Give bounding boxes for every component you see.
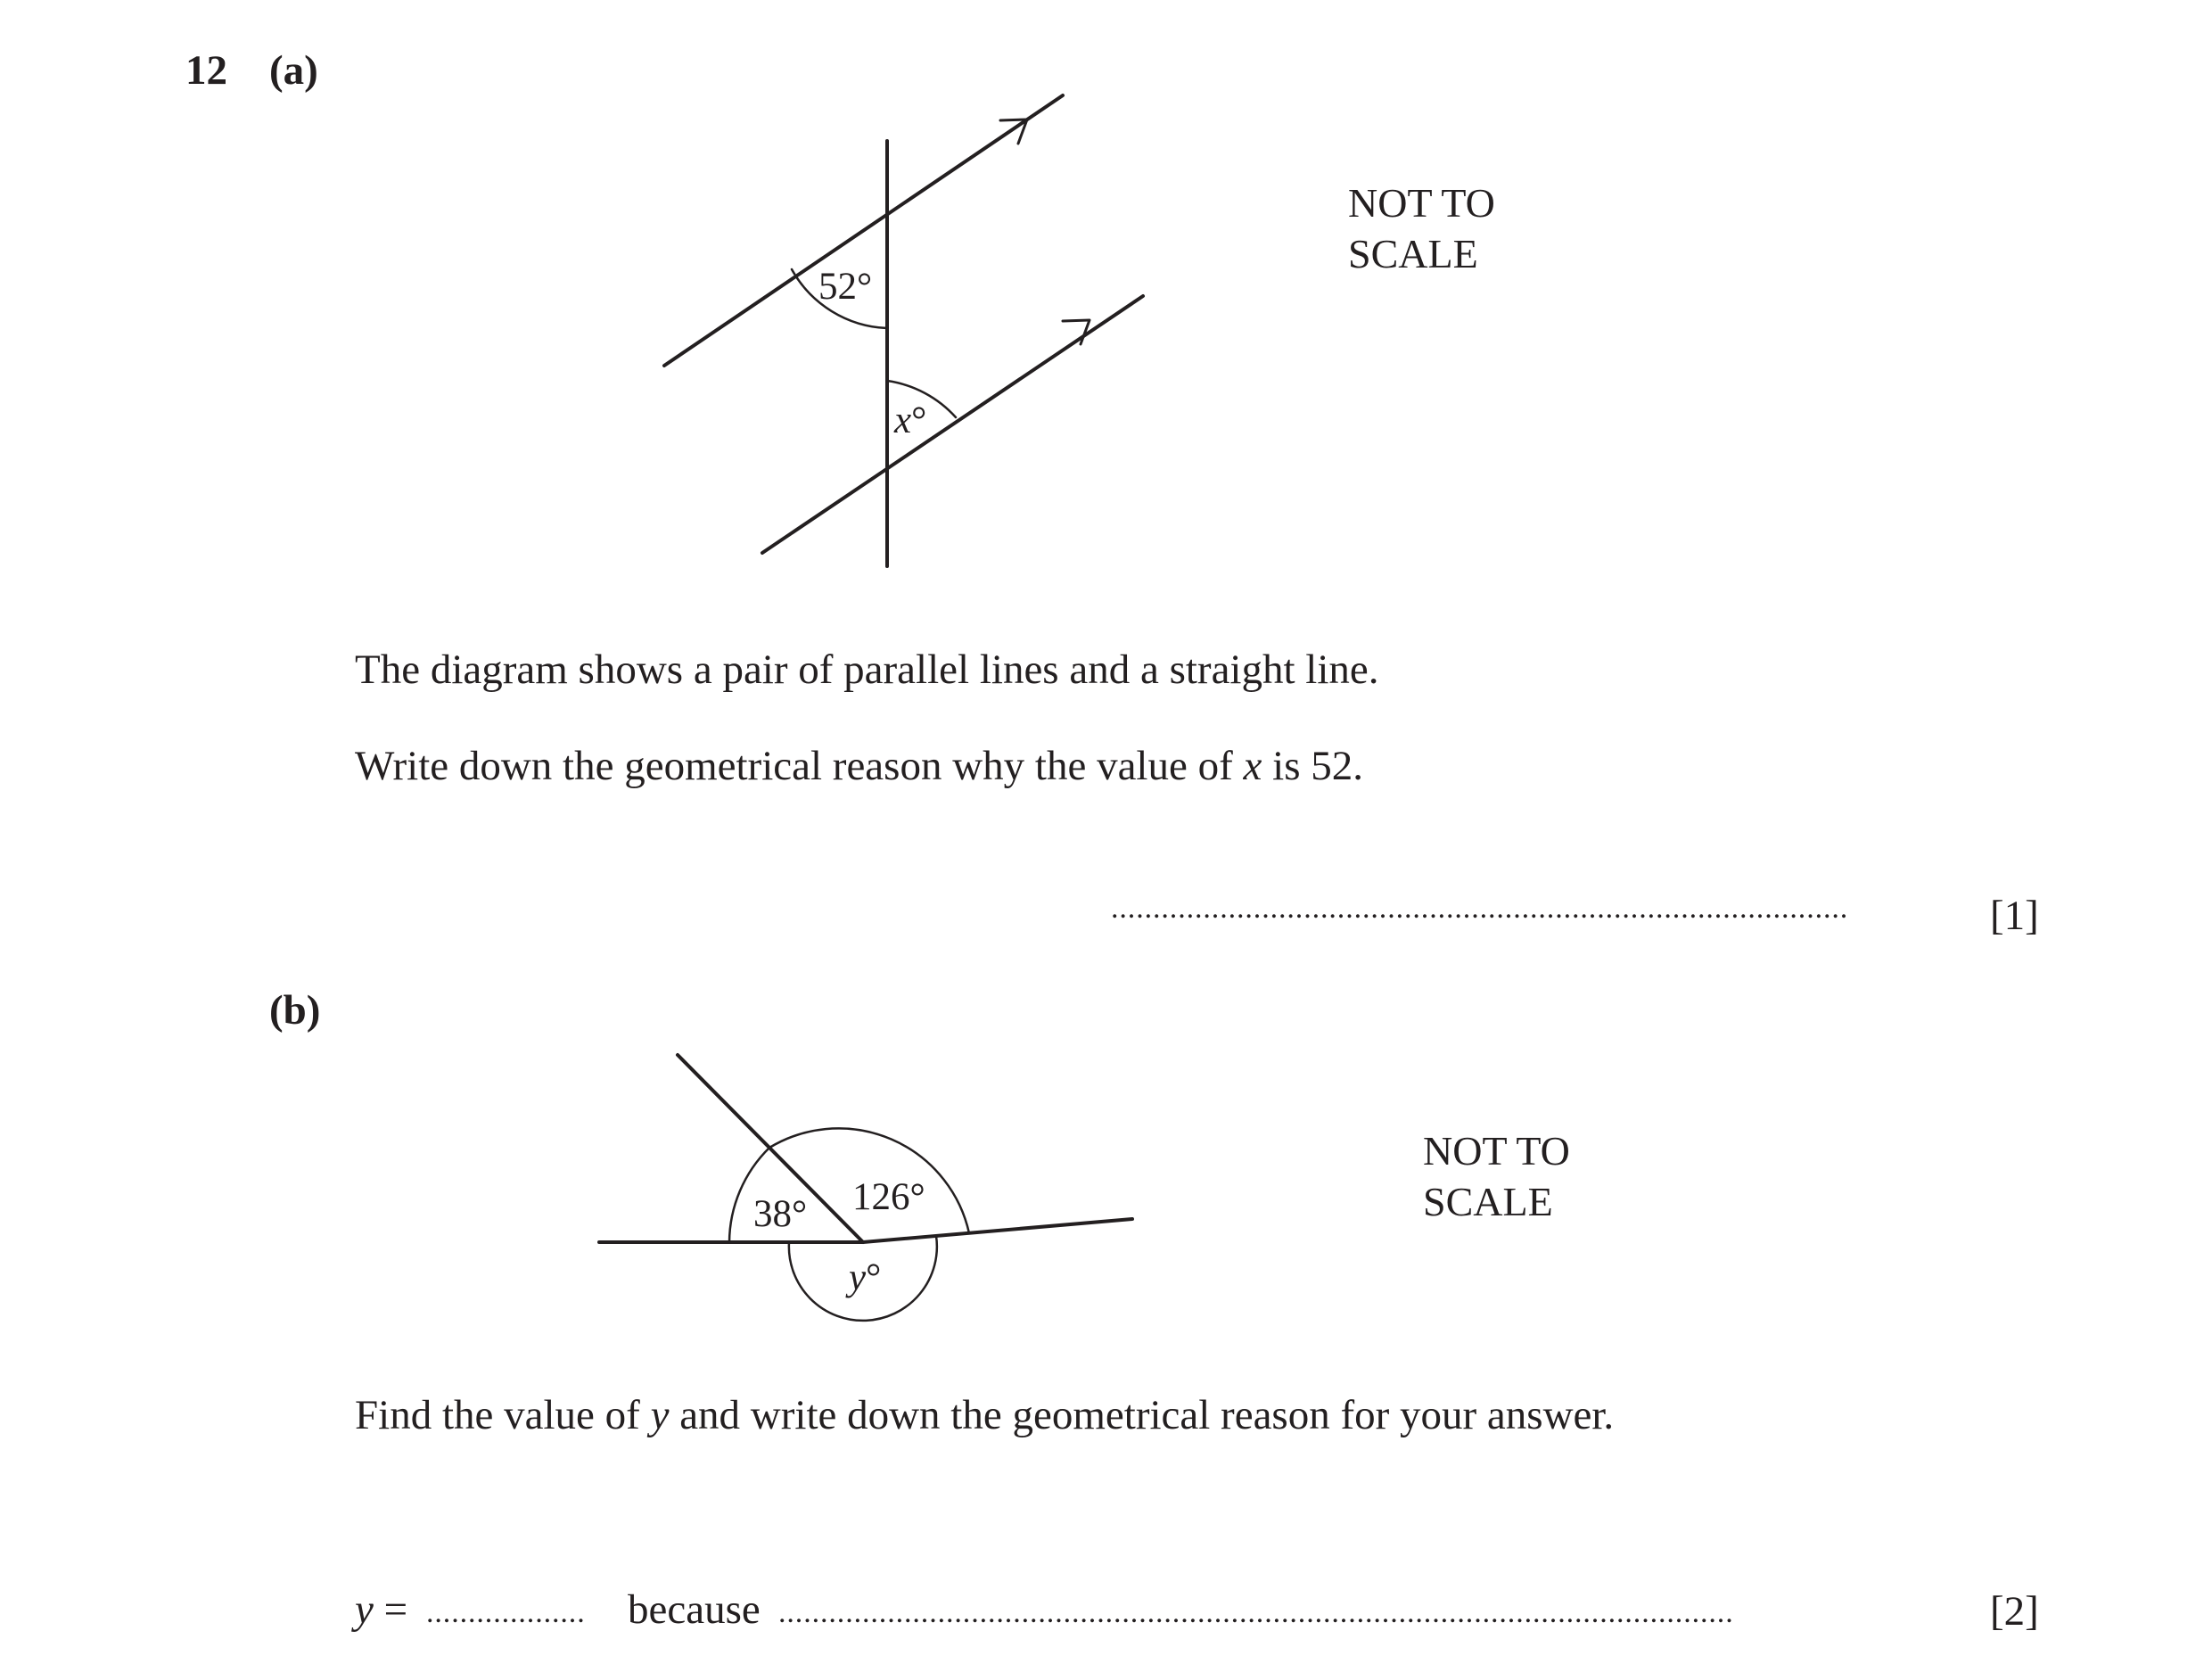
part-a-answer-line[interactable]: ........................................................................................ xyxy=(1111,892,1849,925)
reason-answer-field[interactable]: .................................................................................................................. xyxy=(778,1596,1734,1629)
right-line xyxy=(863,1219,1132,1242)
angle-x-degree: ° xyxy=(911,399,927,441)
angle-y-var: y xyxy=(849,1256,867,1298)
part-b-not-to-scale-line1: NOT TO xyxy=(1423,1128,1570,1174)
y-value-answer-field[interactable]: ................... xyxy=(426,1596,586,1629)
part-b-question: Find the value of y and write down the geometrical reason for your answer. xyxy=(355,1392,1615,1438)
answer-y-var: y xyxy=(355,1586,374,1633)
part-a-not-to-scale-line1: NOT TO xyxy=(1348,180,1495,226)
part-a-not-to-scale-line2: SCALE xyxy=(1348,231,1478,276)
part-a-question: Write down the geometrical reason why the value of x is 52. xyxy=(355,743,1363,789)
part-b-not-to-scale-line2: SCALE xyxy=(1423,1179,1553,1224)
part-b-label: (b) xyxy=(269,987,321,1034)
angle-y-degree: ° xyxy=(866,1256,882,1298)
angle-y-label xyxy=(845,1256,881,1298)
part-b-answer-row xyxy=(355,1586,418,1633)
answer-equals: = xyxy=(373,1586,418,1633)
angle-52-label: 52° xyxy=(818,266,873,308)
angle-x-var: x xyxy=(894,399,912,441)
angle-126-label: 126° xyxy=(852,1176,925,1218)
part-a-description: The diagram shows a pair of parallel lines and a straight line. xyxy=(355,647,1379,693)
angle-38-label: 38° xyxy=(753,1193,808,1235)
because-label: because xyxy=(628,1586,761,1633)
part-a-marks: [1] xyxy=(1990,893,2039,939)
part-a-label: (a) xyxy=(269,47,318,94)
question-number: 12 xyxy=(185,47,227,94)
part-b-marks: [2] xyxy=(1990,1588,2039,1635)
